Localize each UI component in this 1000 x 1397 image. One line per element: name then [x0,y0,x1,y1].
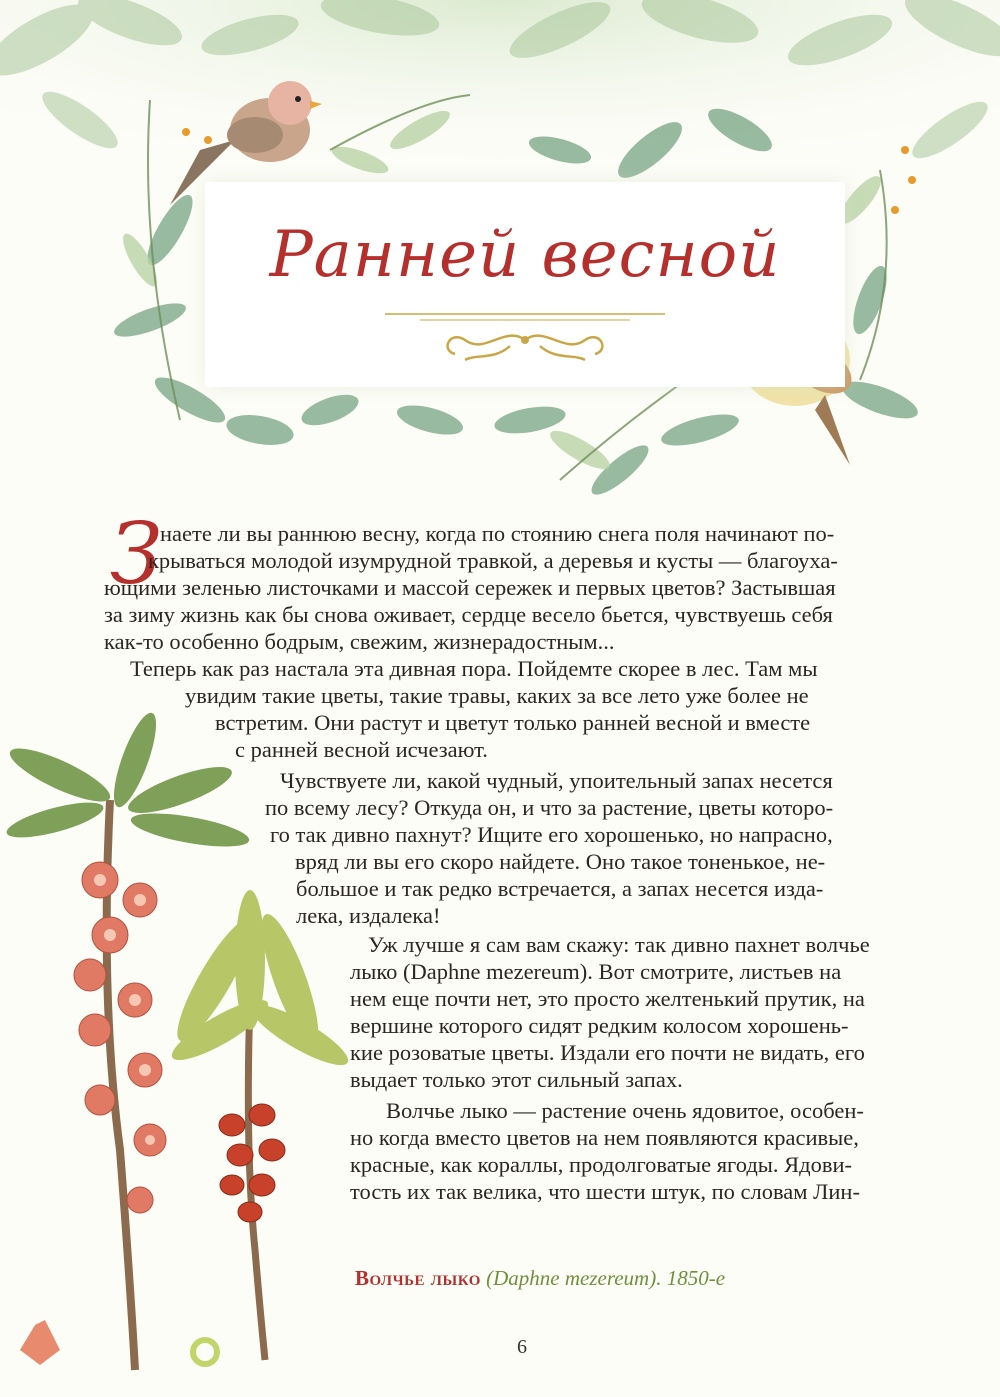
text-line: лыко (Daphne mezereum). Вот смотрите, листьев на [350,959,842,984]
text-line: Уж лучше я сам вам скажу: так дивно пахнет волчье [368,932,870,957]
text-line: вершине которого сидят редким колосом хорошень- [350,1013,849,1038]
text-line: с ранней весной исчезают. [235,737,488,762]
figure-caption [355,1266,725,1291]
text-line: выдает только этот сильный запах. [350,1067,683,1092]
drop-cap: З [110,505,163,603]
text-line: кие розоватые цветы. Издали его почти не видать, его [350,1040,865,1065]
text-line: увидим такие цветы, такие травы, каких за все лето уже более не [185,683,809,708]
ornament-flourish [385,310,665,370]
text-line: Теперь как раз настала эта дивная пора. Пойдемте скорее в лес. Там мы [130,656,818,681]
text-line: как-то особенно бодрым, свежим, жизнерадостным... [104,629,615,654]
text-line: встретим. Они растут и цветут только ранней весной и вместе [215,710,811,735]
text-line: по всему лесу? Откуда он, и что за растение, цветы которо- [265,795,834,820]
caption-plant-name: Волчье лыко [355,1266,481,1290]
text-line: лека, издалека! [296,903,441,928]
text-line: ющими зеленью листочками и массой сережек и первых цветов? Застывшая [104,575,836,600]
text-line: крываться молодой изумрудной травкой, а деревья и кусты — благоуха- [148,548,838,573]
text-line: наете ли вы раннюю весну, когда по стоянию снега поля начинают по- [160,521,835,546]
text-line: красные, как кораллы, продолговатые ягоды. Ядови- [350,1152,853,1177]
text-line: тость их так велика, что шести штук, по словам Лин- [350,1179,860,1204]
text-line: но когда вместо цветов на нем появляются красивые, [350,1125,859,1150]
page-number: 6 [517,1336,527,1358]
text-line: за зиму жизнь как бы снова оживает, сердце весело бьется, чувствуешь себя [104,602,833,627]
text-line: большое и так редко встречается, а запах несется изда- [296,876,824,901]
text-line: Чувствуете ли, какой чудный, упоительный запах несется [280,768,833,793]
caption-latin-name: (Daphne mezereum). 1850-е [480,1266,726,1290]
text-line: нем еще почти нет, это просто желтенький прутик, на [350,986,865,1011]
text-line: вряд ли вы его скоро найдете. Оно такое тоненькое, не- [295,849,826,874]
page-title: Ранней весной [269,218,781,292]
text-line: Волчье лыко — растение очень ядовитое, особен- [386,1098,864,1123]
text-line: го так дивно пахнут? Ищите его хорошенько, но напрасно, [270,822,833,847]
